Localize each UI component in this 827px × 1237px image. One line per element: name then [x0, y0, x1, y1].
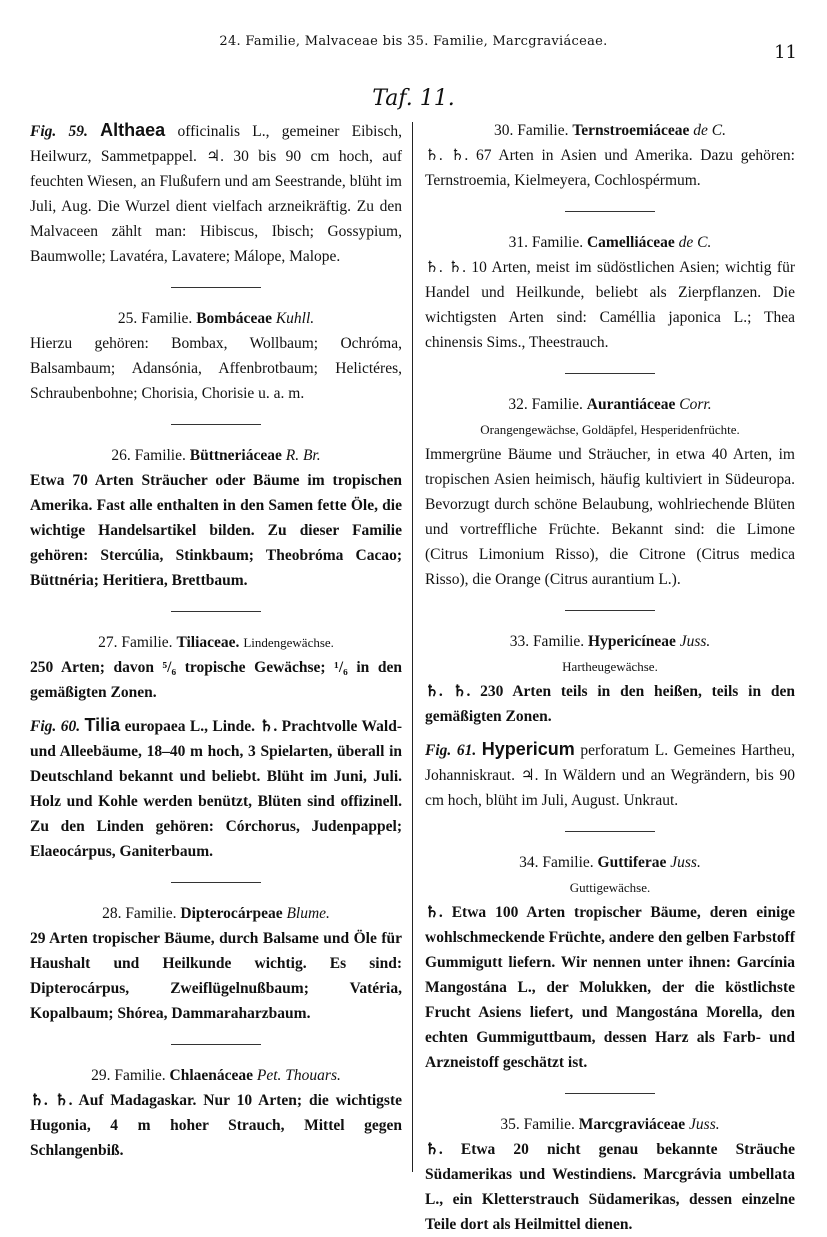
- section-separator: [565, 610, 655, 611]
- family-heading: 30. Familie. Ternstroemiáceae de C.: [493, 122, 727, 139]
- section-separator: [171, 424, 261, 425]
- section-separator: [565, 373, 655, 374]
- family-heading: 27. Familie. Tiliaceae. Lindengewächse.: [98, 634, 334, 651]
- figure-label: Fig. 59.: [30, 123, 88, 140]
- family-heading: 28. Familie. Dipterocárpeae Blume.: [102, 905, 330, 922]
- section-separator: [171, 611, 261, 612]
- right-column: [425, 118, 795, 1237]
- family-text: Etwa 70 Arten Sträucher oder Bäume im tropischen Amerika. Fast alle enthalten in den Samen fette Öle, die wichtige Handelsartikel bilden. Zu dieser Familie gehören: Stercúlia, Stinkbaum; Theobróma Cacao; Büttnéria; Heritiera, Brettbaum.: [30, 472, 402, 589]
- family-text: ♄. ♄. Auf Madagaskar. Nur 10 Arten; die wichtigste Hugonia, 4 m hoher Strauch, Mittel gegen Schlangenbiß.: [30, 1092, 402, 1159]
- family-text: ♄. Etwa 100 Arten tropischer Bäume, deren einige wohlschmeckende Früchte, andere den gelben Farbstoff Gummigutt liefern. Wir nennen unter ihnen: Garcínia Mangostána L., der Molukken, der die köstlichste Frucht Asiens liefert, und Mangostána Morella, den echten Gummiguttbaum, dessen Harz als Farb- und Arzneistoff geschätzt ist.: [425, 904, 795, 1071]
- fig59-entry: [30, 118, 402, 269]
- section-separator: [565, 831, 655, 832]
- section-separator: [565, 211, 655, 212]
- family-text: ♄. ♄. 230 Arten teils in den heißen, teils in den gemäßigten Zonen.: [425, 683, 795, 725]
- entry-text: perforatum L. Gemeines Hartheu, Johanniskraut. ♃. In Wäldern und an Wegrändern, bis 90 cm hoch, blüht im Juli, August. Unkraut.: [425, 742, 796, 809]
- family-text: ♄. ♄. 67 Arten in Asien und Amerika. Dazu gehören: Ternstroemia, Kielmeyera, Cochlospérmum.: [425, 147, 795, 189]
- section-separator: [171, 882, 261, 883]
- family-heading: 32. Familie. Aurantiáceae Corr.: [508, 396, 712, 413]
- plate-title: Taf. 11.: [372, 86, 455, 111]
- family-subtitle: Guttigewächse.: [569, 880, 651, 895]
- family-heading: 35. Familie. Marcgraviáceae Juss.: [500, 1116, 720, 1133]
- family-text: ♄. ♄. 10 Arten, meist im südöstlichen Asien; wichtig für Handel und Heilkunde, beliebt als Zierpflanzen. Die wichtigsten Arten sind: Caméllia japonica L.; Thea chinensis Sims., Theestrauch.: [425, 259, 795, 351]
- fig61-entry: [425, 737, 795, 813]
- family-subtitle: Orangengewächse, Goldäpfel, Hesperidenfrüchte.: [480, 422, 740, 437]
- family-heading: 26. Familie. Büttneriáceae R. Br.: [111, 447, 321, 464]
- family-text: Immergrüne Bäume und Sträucher, in etwa 40 Arten, im tropischen Asien heimisch, häufig kultiviert in Südeuropa. Bevorzugt durch schöne Belaubung, wohlriechende Blüten und vortreffliche Früchte. Bekannt sind: die Limone (Citrus Limonium Risso), die Citrone (Citrus medica Risso), die Orange (Citrus aurantium L.).: [425, 446, 795, 588]
- entry-text: officinalis L., gemeiner Eibisch, Heilwurz, Sammetpappel. ♃. 30 bis 90 cm hoch, auf feuchten Wiesen, an Flußufern und am Seestrande, blüht im Juli, Aug. Die Wurzel dient vielfach arzneikräftig. Zu den Malvaceen zählt man: Hibiscus, Ibisch; Gossypium, Baumwolle; Lavatéra, Lavatere; Málope, Malope.: [30, 123, 402, 265]
- family-heading: 34. Familie. Guttiferae Juss.: [519, 854, 701, 871]
- column-divider: [412, 122, 413, 1172]
- page-number: 11: [774, 42, 797, 63]
- entry-text: europaea L., Linde. ♄. Prachtvolle Wald- und Alleebäume, 18–40 m hoch, 3 Spielarten, überall in Deutschland bekannt und beliebt. Blüht im Juni, Juli. Holz und Kohle werden benützt, Blüten sind offizinell. Zu den Linden gehören: Córchorus, Judenpappel; Elaeocárpus, Ganiterbaum.: [30, 718, 403, 860]
- figure-label: Fig. 60.: [30, 718, 81, 735]
- left-column: [30, 118, 402, 1163]
- family-text: 29 Arten tropischer Bäume, durch Balsame und Öle für Haushalt und Heilkunde wichtig. Es sind: Dipterocárpus, Zweiflügelnußbaum; Vatéria, Kopalbaum; Shórea, Dammaraharzbaum.: [30, 930, 402, 1022]
- fig60-entry: [30, 713, 402, 864]
- genus-name: Hypericum: [481, 739, 575, 759]
- family-text: Hierzu gehören: Bombax, Wollbaum; Ochróma, Balsambaum; Adansónia, Affenbrotbaum; Helictéres, Schraubenbohne; Chorisia, Chorisie u. a. m.: [30, 335, 402, 402]
- section-separator: [171, 287, 261, 288]
- running-header: 24. Familie, Malvaceae bis 35. Familie, Marcgraviáceae.: [219, 34, 608, 49]
- family-heading: 25. Familie. Bombáceae Kuhll.: [117, 310, 315, 327]
- figure-label: Fig. 61.: [425, 742, 477, 759]
- family-heading: 31. Familie. Camelliáceae de C.: [508, 234, 712, 251]
- family-heading: 33. Familie. Hypericíneae Juss.: [509, 633, 711, 650]
- family-text: 250 Arten; davon ⁵/₆ tropische Gewächse; ¹/₆ in den gemäßigten Zonen.: [30, 659, 402, 701]
- genus-name: Tilia: [84, 715, 121, 735]
- section-separator: [171, 1044, 261, 1045]
- section-separator: [565, 1093, 655, 1094]
- family-subtitle: Hartheugewächse.: [562, 659, 658, 674]
- family-text: ♄. Etwa 20 nicht genau bekannte Sträuche Südamerikas und Westindiens. Marcgrávia umbellata L., ein Kletterstrauch Südamerikas, dessen einzelne Teile dort als Heilmittel dienen.: [425, 1141, 795, 1233]
- genus-name: Althaea: [100, 120, 166, 140]
- family-heading: 29. Familie. Chlaenáceae Pet. Thouars.: [91, 1067, 341, 1084]
